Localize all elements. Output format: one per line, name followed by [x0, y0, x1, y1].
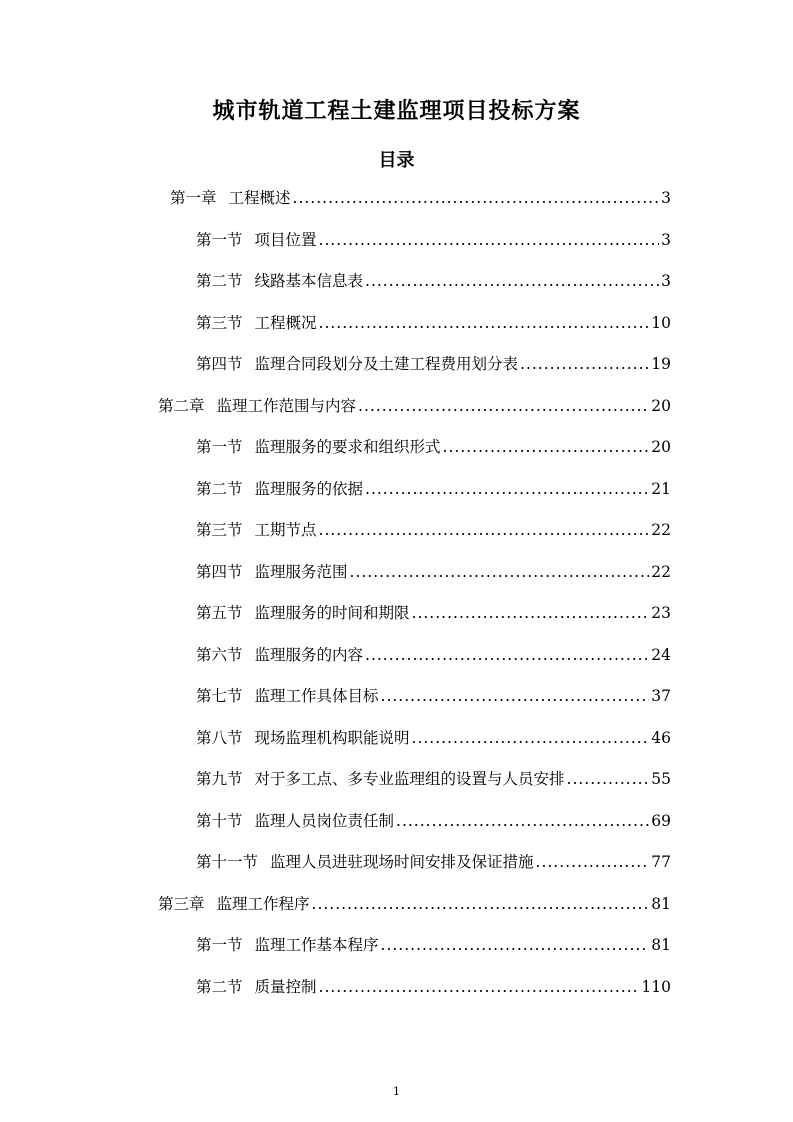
toc-leader-dots — [536, 849, 650, 875]
toc-entry-number: 第三节 — [196, 521, 243, 539]
toc-entry-page: 23 — [651, 604, 671, 622]
toc-entry-number: 第四节 — [196, 563, 243, 581]
toc-entry-section[interactable] — [196, 476, 671, 502]
toc-entry-number: 第七节 — [196, 687, 243, 705]
toc-entry-page: 21 — [651, 480, 671, 498]
toc-entry-page: 22 — [651, 563, 671, 581]
toc-entry-page: 19 — [651, 355, 671, 373]
toc-entry-title: 监理服务的内容 — [254, 646, 364, 664]
toc-entry-page: 3 — [661, 231, 671, 249]
toc-entry-page: 77 — [651, 853, 671, 871]
toc-leader-dots — [319, 227, 660, 253]
toc-entry-section[interactable] — [196, 766, 671, 792]
toc-entry-number: 第十节 — [196, 812, 243, 830]
toc-leader-dots — [350, 559, 650, 585]
toc-entry-section[interactable] — [196, 725, 671, 751]
toc-entry-number: 第二节 — [196, 978, 243, 996]
toc-entry-page: 81 — [651, 936, 671, 954]
toc-entry-title: 工期节点 — [254, 521, 317, 539]
toc-leader-dots — [520, 351, 649, 377]
toc-entry-chapter[interactable] — [158, 393, 671, 419]
toc-leader-dots — [381, 683, 650, 709]
toc-entry-number: 第二节 — [196, 272, 243, 290]
toc-entry-page: 55 — [651, 770, 671, 788]
toc-entry-chapter[interactable] — [170, 185, 671, 211]
toc-entry-page: 69 — [651, 812, 671, 830]
toc-entry-section[interactable] — [196, 642, 671, 668]
toc-entry-chapter[interactable] — [158, 891, 671, 917]
toc-entry-page: 81 — [651, 895, 671, 913]
toc-entry-section[interactable] — [196, 849, 671, 875]
toc-entry-number: 第五节 — [196, 604, 243, 622]
toc-leader-dots — [312, 891, 650, 917]
toc-leader-dots — [381, 932, 650, 958]
toc-entry-title: 工程概述 — [228, 189, 291, 207]
document-title: 城市轨道工程土建监理项目投标方案 — [212, 99, 581, 124]
toc-entry-title: 监理工作程序 — [216, 895, 310, 913]
toc-entry-page: 10 — [651, 314, 671, 332]
toc-entry-section[interactable] — [196, 974, 671, 1000]
toc-entry-section[interactable] — [196, 683, 671, 709]
toc-leader-dots — [293, 185, 660, 211]
toc-entry-section[interactable] — [196, 517, 671, 543]
toc-entry-title: 监理合同段划分及土建工程费用划分表 — [254, 355, 519, 373]
toc-entry-number: 第三节 — [196, 314, 243, 332]
toc-leader-dots — [412, 725, 650, 751]
toc-entry-number: 第六节 — [196, 646, 243, 664]
toc-leader-dots — [319, 310, 650, 336]
toc-entry-page: 110 — [641, 978, 671, 996]
toc-leader-dots — [319, 517, 650, 543]
toc-leader-dots — [365, 268, 659, 294]
toc-entry-page: 20 — [651, 438, 671, 456]
page-number: 1 — [393, 1085, 400, 1098]
toc-entry-title: 线路基本信息表 — [254, 272, 364, 290]
toc-entry-title: 监理工作基本程序 — [254, 936, 379, 954]
toc-entry-section[interactable] — [196, 808, 671, 834]
toc-entry-section[interactable] — [196, 227, 671, 253]
toc-entry-section[interactable] — [196, 600, 671, 626]
toc-leader-dots — [358, 393, 649, 419]
toc-entry-title: 监理服务的时间和期限 — [254, 604, 410, 622]
toc-entry-section[interactable] — [196, 268, 671, 294]
toc-entry-number: 第一章 — [170, 189, 217, 207]
toc-entry-title: 监理工作范围与内容 — [216, 397, 357, 415]
toc-entry-number: 第三章 — [158, 895, 205, 913]
toc-leader-dots — [365, 476, 649, 502]
toc-entry-number: 第四节 — [196, 355, 243, 373]
toc-entry-number: 第一节 — [196, 936, 243, 954]
toc-entry-title: 质量控制 — [254, 978, 317, 996]
toc-entry-title: 现场监理机构职能说明 — [254, 729, 410, 747]
toc-entry-page: 24 — [651, 646, 671, 664]
toc-entry-title: 监理人员岗位责任制 — [254, 812, 395, 830]
toc-entry-number: 第二节 — [196, 480, 243, 498]
toc-entry-page: 20 — [651, 397, 671, 415]
toc-entry-title: 项目位置 — [254, 231, 317, 249]
toc-entry-number: 第十一节 — [196, 853, 259, 871]
toc-entry-page: 37 — [651, 687, 671, 705]
toc-entry-page: 3 — [661, 189, 671, 207]
toc-leader-dots — [396, 808, 649, 834]
toc-leader-dots — [412, 600, 650, 626]
toc-entry-number: 第八节 — [196, 729, 243, 747]
toc-leader-dots — [443, 434, 650, 460]
toc-leader-dots — [319, 974, 640, 1000]
toc-entry-page: 3 — [661, 272, 671, 290]
toc-entry-section[interactable] — [196, 310, 671, 336]
toc-entry-title: 监理服务的要求和组织形式 — [254, 438, 441, 456]
toc-entry-section[interactable] — [196, 932, 671, 958]
toc-entry-number: 第九节 — [196, 770, 243, 788]
toc-entry-title: 监理工作具体目标 — [254, 687, 379, 705]
toc-entry-title: 监理服务范围 — [254, 563, 348, 581]
toc-entry-number: 第一节 — [196, 438, 243, 456]
toc-leader-dots — [365, 642, 649, 668]
toc-entry-number: 第二章 — [158, 397, 205, 415]
toc-heading: 目录 — [378, 150, 415, 171]
toc-entry-title: 监理人员进驻现场时间安排及保证措施 — [270, 853, 534, 871]
toc-entry-title: 对于多工点、多专业监理组的设置与人员安排 — [254, 770, 565, 788]
toc-entry-page: 46 — [651, 729, 671, 747]
toc-entry-page: 22 — [651, 521, 671, 539]
toc-entry-title: 监理服务的依据 — [254, 480, 364, 498]
toc-entry-section[interactable] — [196, 434, 671, 460]
toc-entry-section[interactable] — [196, 559, 671, 585]
toc-entry-title: 工程概况 — [254, 314, 317, 332]
toc-entry-section[interactable] — [196, 351, 671, 377]
toc-leader-dots — [567, 766, 650, 792]
toc-entry-number: 第一节 — [196, 231, 243, 249]
